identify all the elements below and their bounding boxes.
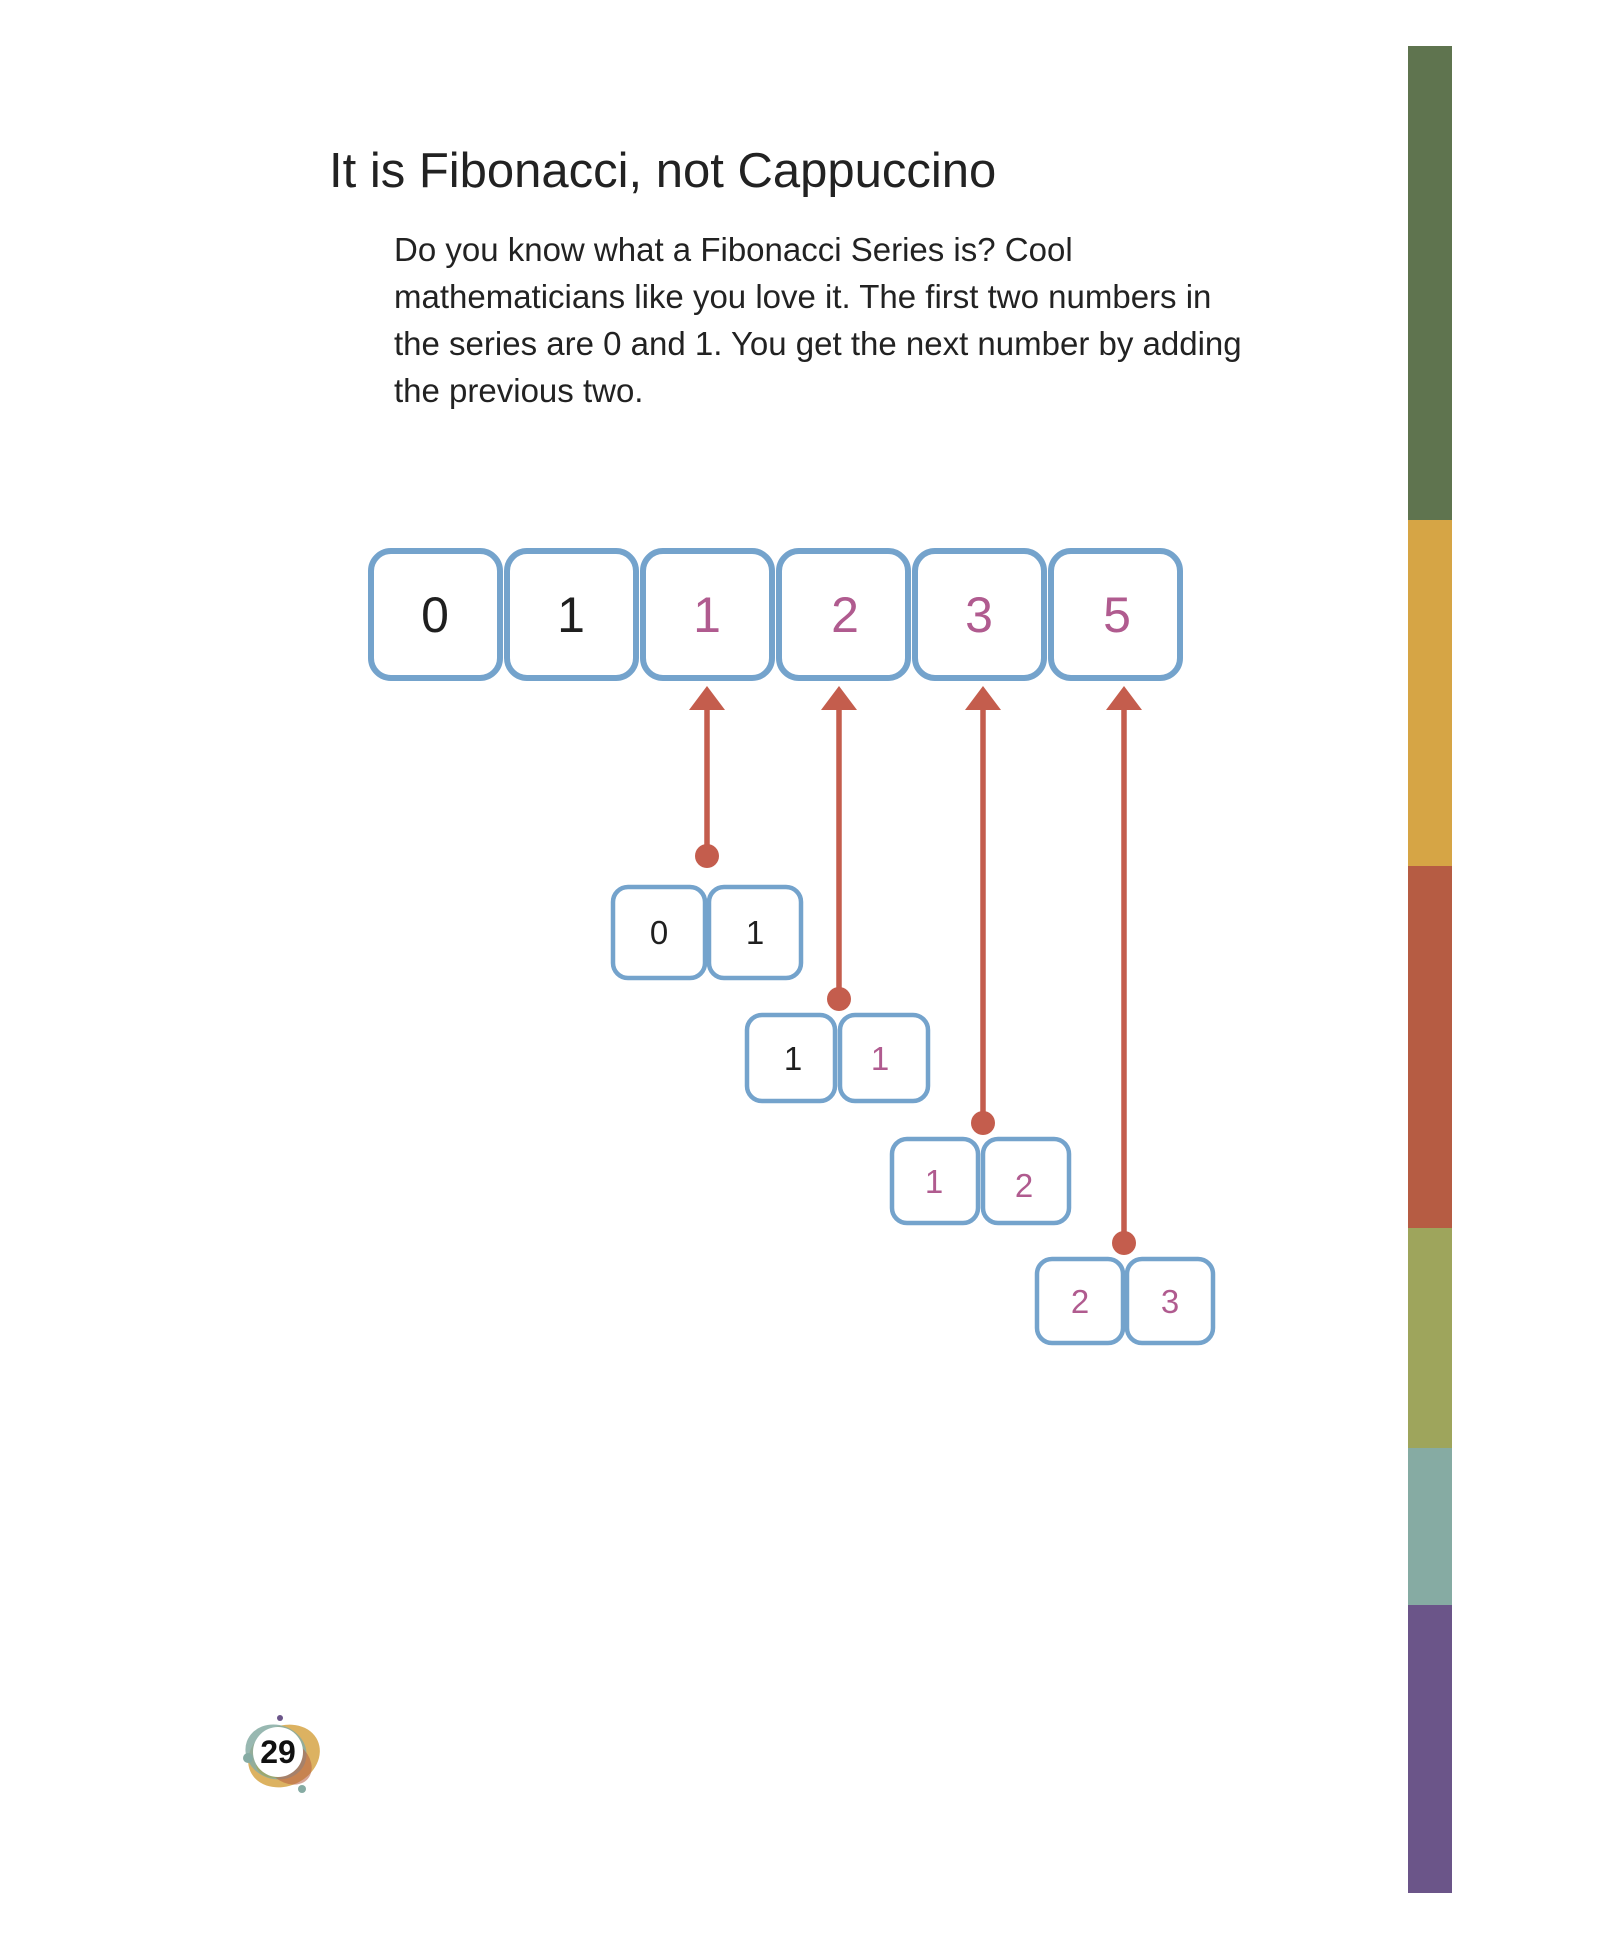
intro-paragraph: Do you know what a Fibonacci Series is? Cool mathematicians like you love it. The first two numbers in the series are 0 and 1. You get the next number by adding the previous two.: [394, 231, 1242, 409]
addend-number: 1: [924, 1163, 944, 1200]
stripe-segment: [1408, 46, 1452, 520]
series-box: [1051, 551, 1180, 678]
addend-pair: [892, 1139, 1069, 1223]
arrow-head: [689, 686, 725, 710]
stripe-segment: [1408, 520, 1452, 866]
series-box: [643, 551, 772, 678]
series-row: [371, 551, 1180, 678]
series-box: [915, 551, 1044, 678]
page-title: It is Fibonacci, not Cappuccino: [329, 144, 997, 198]
series-number: 3: [965, 587, 993, 643]
sum-arrow: [1106, 686, 1142, 1255]
arrow-head: [1106, 686, 1142, 710]
series-number: 2: [831, 587, 859, 643]
arrow-dot: [1112, 1231, 1136, 1255]
sum-arrow: [689, 686, 725, 868]
arrow-dot: [695, 844, 719, 868]
stripe-segment: [1408, 866, 1452, 1228]
arrow-dot: [827, 987, 851, 1011]
addend-pair: [1037, 1259, 1213, 1343]
arrow-head: [965, 686, 1001, 710]
arrow-head: [821, 686, 857, 710]
addend-number: 1: [745, 914, 765, 951]
series-box: [779, 551, 908, 678]
series-number: 1: [557, 587, 585, 643]
series-number: 1: [693, 587, 721, 643]
sum-arrow: [965, 686, 1001, 1135]
stripe-segment: [1408, 1228, 1452, 1448]
addend-number: 2: [1070, 1283, 1090, 1320]
series-number: 0: [421, 587, 449, 643]
series-box: [507, 551, 636, 678]
addend-pair: [747, 1015, 928, 1101]
stripe-segment: [1408, 1448, 1452, 1605]
sum-arrow: [821, 686, 857, 1011]
page-number: 29: [260, 1733, 296, 1770]
series-number: 5: [1103, 587, 1131, 643]
addend-number: 2: [1014, 1167, 1034, 1204]
addend-number: 1: [783, 1040, 803, 1077]
addend-number: 0: [649, 914, 669, 951]
addend-number: 3: [1160, 1283, 1180, 1320]
addend-pair: [613, 887, 801, 978]
addend-number: 1: [870, 1040, 890, 1077]
arrow-dot: [971, 1111, 995, 1135]
series-box: [371, 551, 500, 678]
page-number-badge: [240, 1712, 326, 1796]
stripe-segment: [1408, 1605, 1452, 1893]
